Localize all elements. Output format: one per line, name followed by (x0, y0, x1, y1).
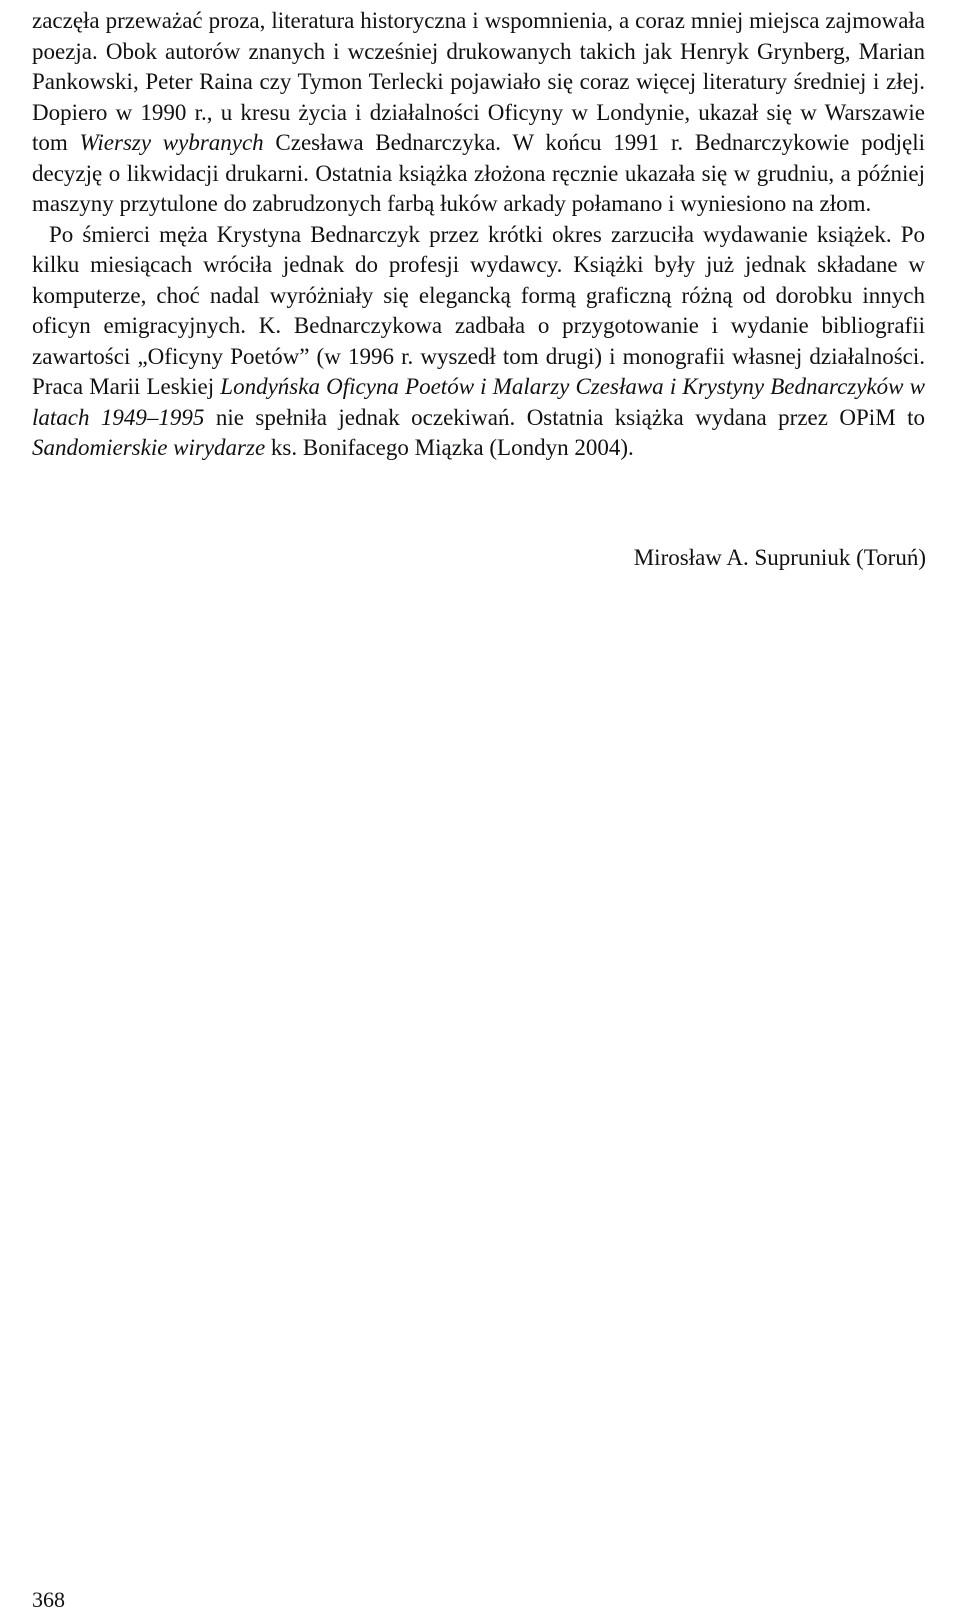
paragraph-2-text-b: nie spełniła jednak oczekiwań. Ostatnia książka wydana przez OPiM to (204, 404, 925, 430)
page-number: 368 (32, 1587, 65, 1612)
book-title-sandomierskie-wirydarze: Sandomierskie wirydarze (32, 435, 266, 460)
paragraph-2-text-c: ks. Bonifacego Miązka (Londyn 2004). (265, 435, 634, 460)
paragraph-1-text-b: Czesława Bednarczyka. W końcu 1991 r. Bednarczykowie podjęli decyzję o likwidacji drukarni. Ostatnia książka złożona ręcznie ukazała się w grudniu, a później maszyny przytulone do zabrudzonych farbą łuków arkady połamano i wyniesiono na złom. (32, 130, 925, 216)
author-signature: Mirosław A. Supruniuk (Toruń) (633, 545, 926, 570)
paragraph-2 (32, 220, 925, 464)
article-body (32, 6, 925, 464)
paragraph-1-text-a: zaczęła przeważać proza, literatura historyczna i wspomnienia, a coraz mniej miejsca zajmowała poezja. Obok autorów znanych i wcześniej drukowanych takich jak Henryk Grynberg, Marian Pankowski, Peter Raina czy Tymon Terlecki pojawiało się coraz więcej literatury średniej i złej. Dopiero w 1990 r., u kresu życia i działalności Oficyny w Londynie, ukazał się w Warszawie tom (32, 8, 925, 155)
book-title-wierszy-wybranych: Wierszy wybranych (79, 130, 264, 155)
paragraph-1 (32, 6, 925, 220)
book-title-londynska-oficyna: Londyńska Oficyna Poetów i Malarzy Czesława i Krystyny Bednarczyków w latach 1949–1995 (32, 374, 925, 430)
paragraph-2-text-a: Po śmierci męża Krystyna Bednarczyk przez krótki okres zarzuciła wydawanie książek. Po kilku miesiącach wróciła jednak do profesji wydawcy. Książki były już jednak składane w komputerze, choć nadal wyróżniały się elegancką formą graficzną różną od dorobku innych oficyn emigracyjnych. K. Bednarczykowa zadbała o przygotowanie i wydanie bibliografii zawartości „Oficyny Poetów” (w 1996 r. wyszedł tom drugi) i monografii własnej działalności. Praca Marii Leskiej (32, 221, 925, 399)
